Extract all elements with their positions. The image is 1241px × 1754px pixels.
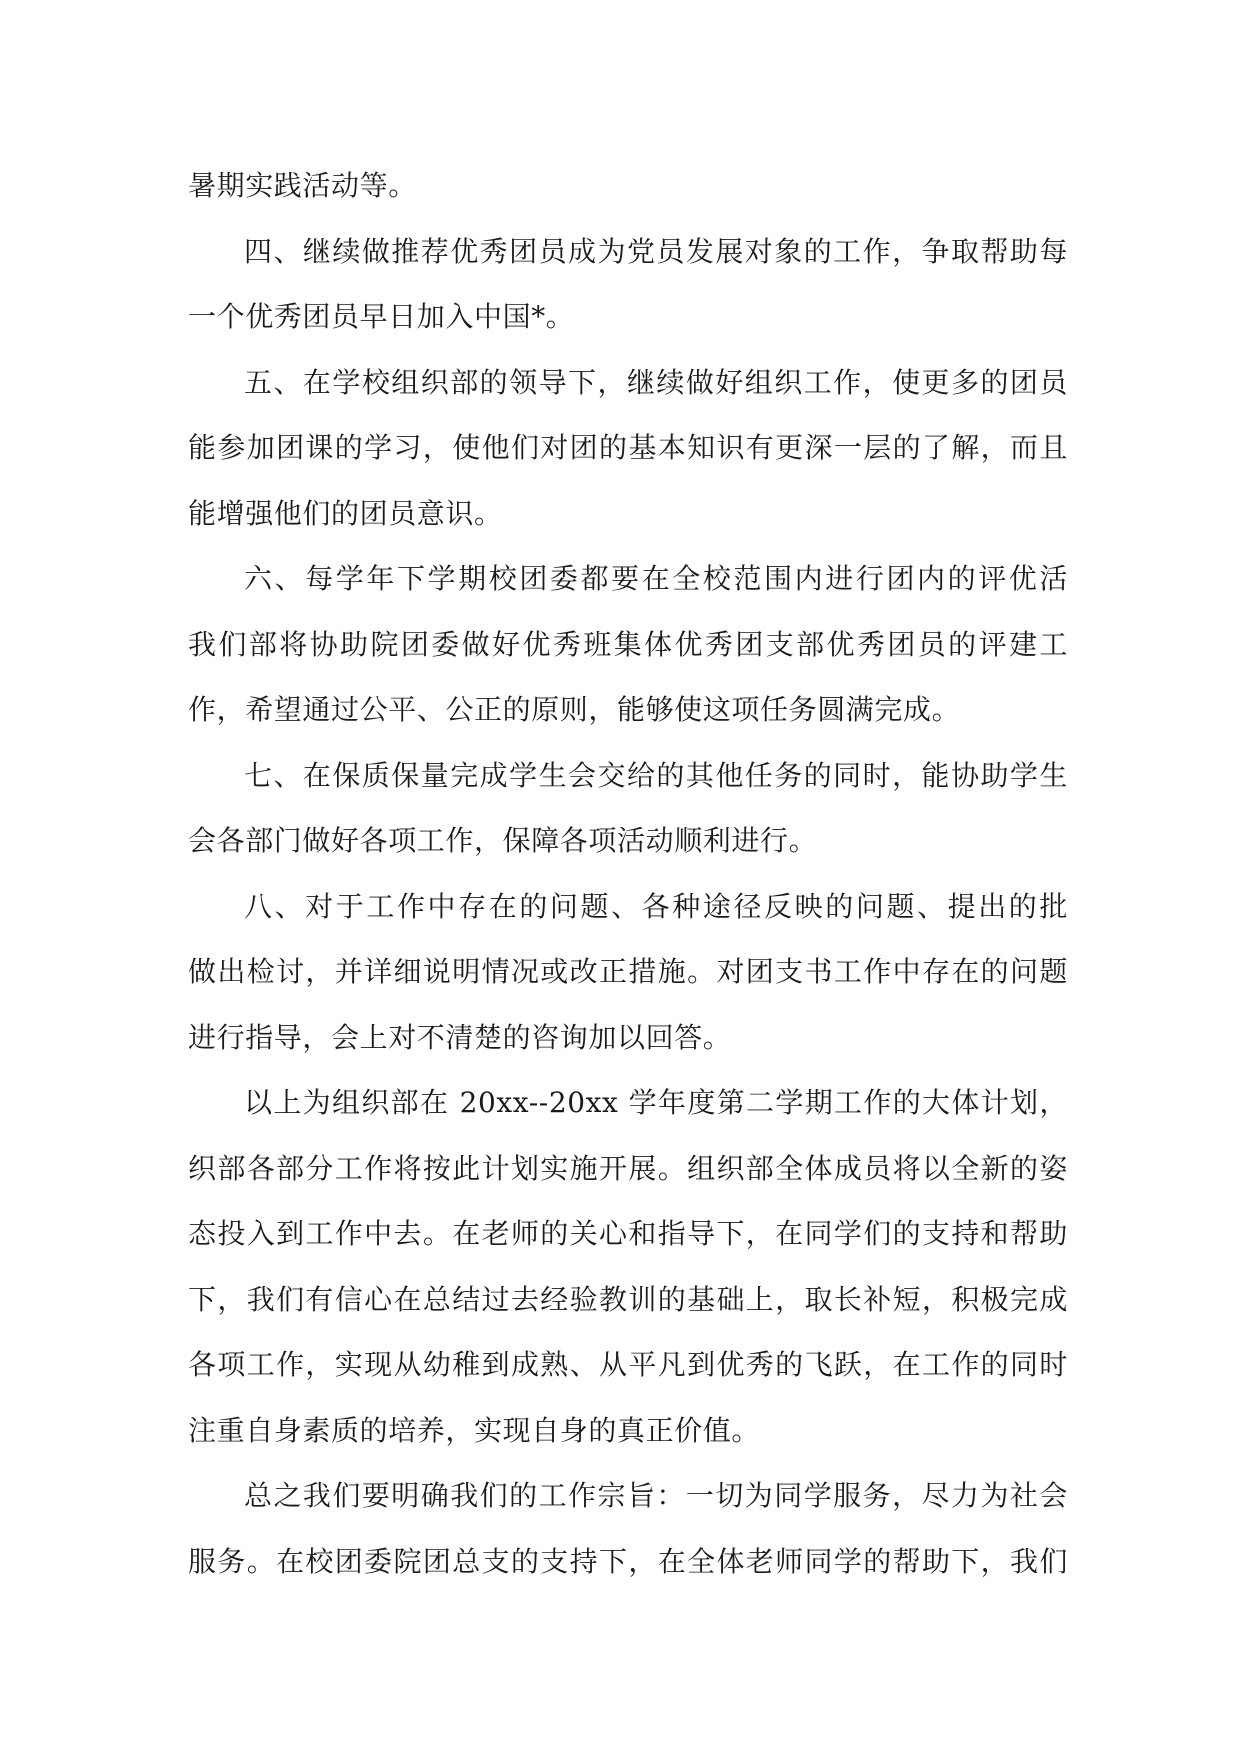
text-line: 一个优秀团员早日加入中国*。 — [188, 300, 575, 333]
text-line: 能增强他们的团员意识。 — [188, 496, 503, 530]
text-line: 注重自身素质的培养，实现自身的真正价值。 — [188, 1413, 761, 1447]
text-line: 暑期实践活动等。 — [188, 169, 417, 202]
document-body — [188, 153, 1068, 1594]
text-line: 态投入到工作中去。在老师的关心和指导下，在同学们的支持和帮助 — [188, 1217, 1068, 1250]
text-line: 五、在学校组织部的领导下，继续做好组织工作，使更多的团员 — [244, 365, 1068, 399]
text-line: 以上为组织部在 20xx--20xx 学年度第二学期工作的大体计划， — [244, 1086, 1068, 1119]
text-line: 会各部门做好各项工作，保障各项活动顺利进行。 — [188, 824, 818, 857]
text-line: 六、每学年下学期校团委都要在全校范围内进行团内的评优活 — [244, 562, 1068, 595]
text-line: 八、对于工作中存在的问题、各种途径反映的问题、提出的批 — [244, 889, 1068, 923]
text-line: 服务。在校团委院团总支的支持下，在全体老师同学的帮助下，我们 — [188, 1544, 1068, 1578]
text-line: 下，我们有信心在总结过去经验教训的基础上，取长补短，积极完成 — [188, 1282, 1068, 1316]
text-line: 能参加团课的学习，使他们对团的基本知识有更深一层的了解，而且 — [188, 431, 1068, 464]
text-line: 总之我们要明确我们的工作宗旨：一切为同学服务，尽力为社会 — [244, 1479, 1068, 1512]
text-line: 七、在保质保量完成学生会交给的其他任务的同时，能协助学生 — [244, 758, 1068, 792]
text-line: 作，希望通过公平、公正的原则，能够使这项任务圆满完成。 — [188, 693, 961, 726]
text-line: 我们部将协助院团委做好优秀班集体优秀团支部优秀团员的评建工 — [188, 627, 1068, 661]
text-line: 做出检讨，并详细说明情况或改正措施。对团支书工作中存在的问题 — [188, 955, 1068, 988]
text-line: 进行指导，会上对不清楚的咨询加以回答。 — [188, 1020, 732, 1054]
text-line: 织部各部分工作将按此计划实施开展。组织部全体成员将以全新的姿 — [188, 1151, 1068, 1185]
text-line: 各项工作，实现从幼稚到成熟、从平凡到优秀的飞跃，在工作的同时 — [188, 1348, 1068, 1381]
text-line: 四、继续做推荐优秀团员成为党员发展对象的工作，争取帮助每 — [244, 234, 1068, 268]
